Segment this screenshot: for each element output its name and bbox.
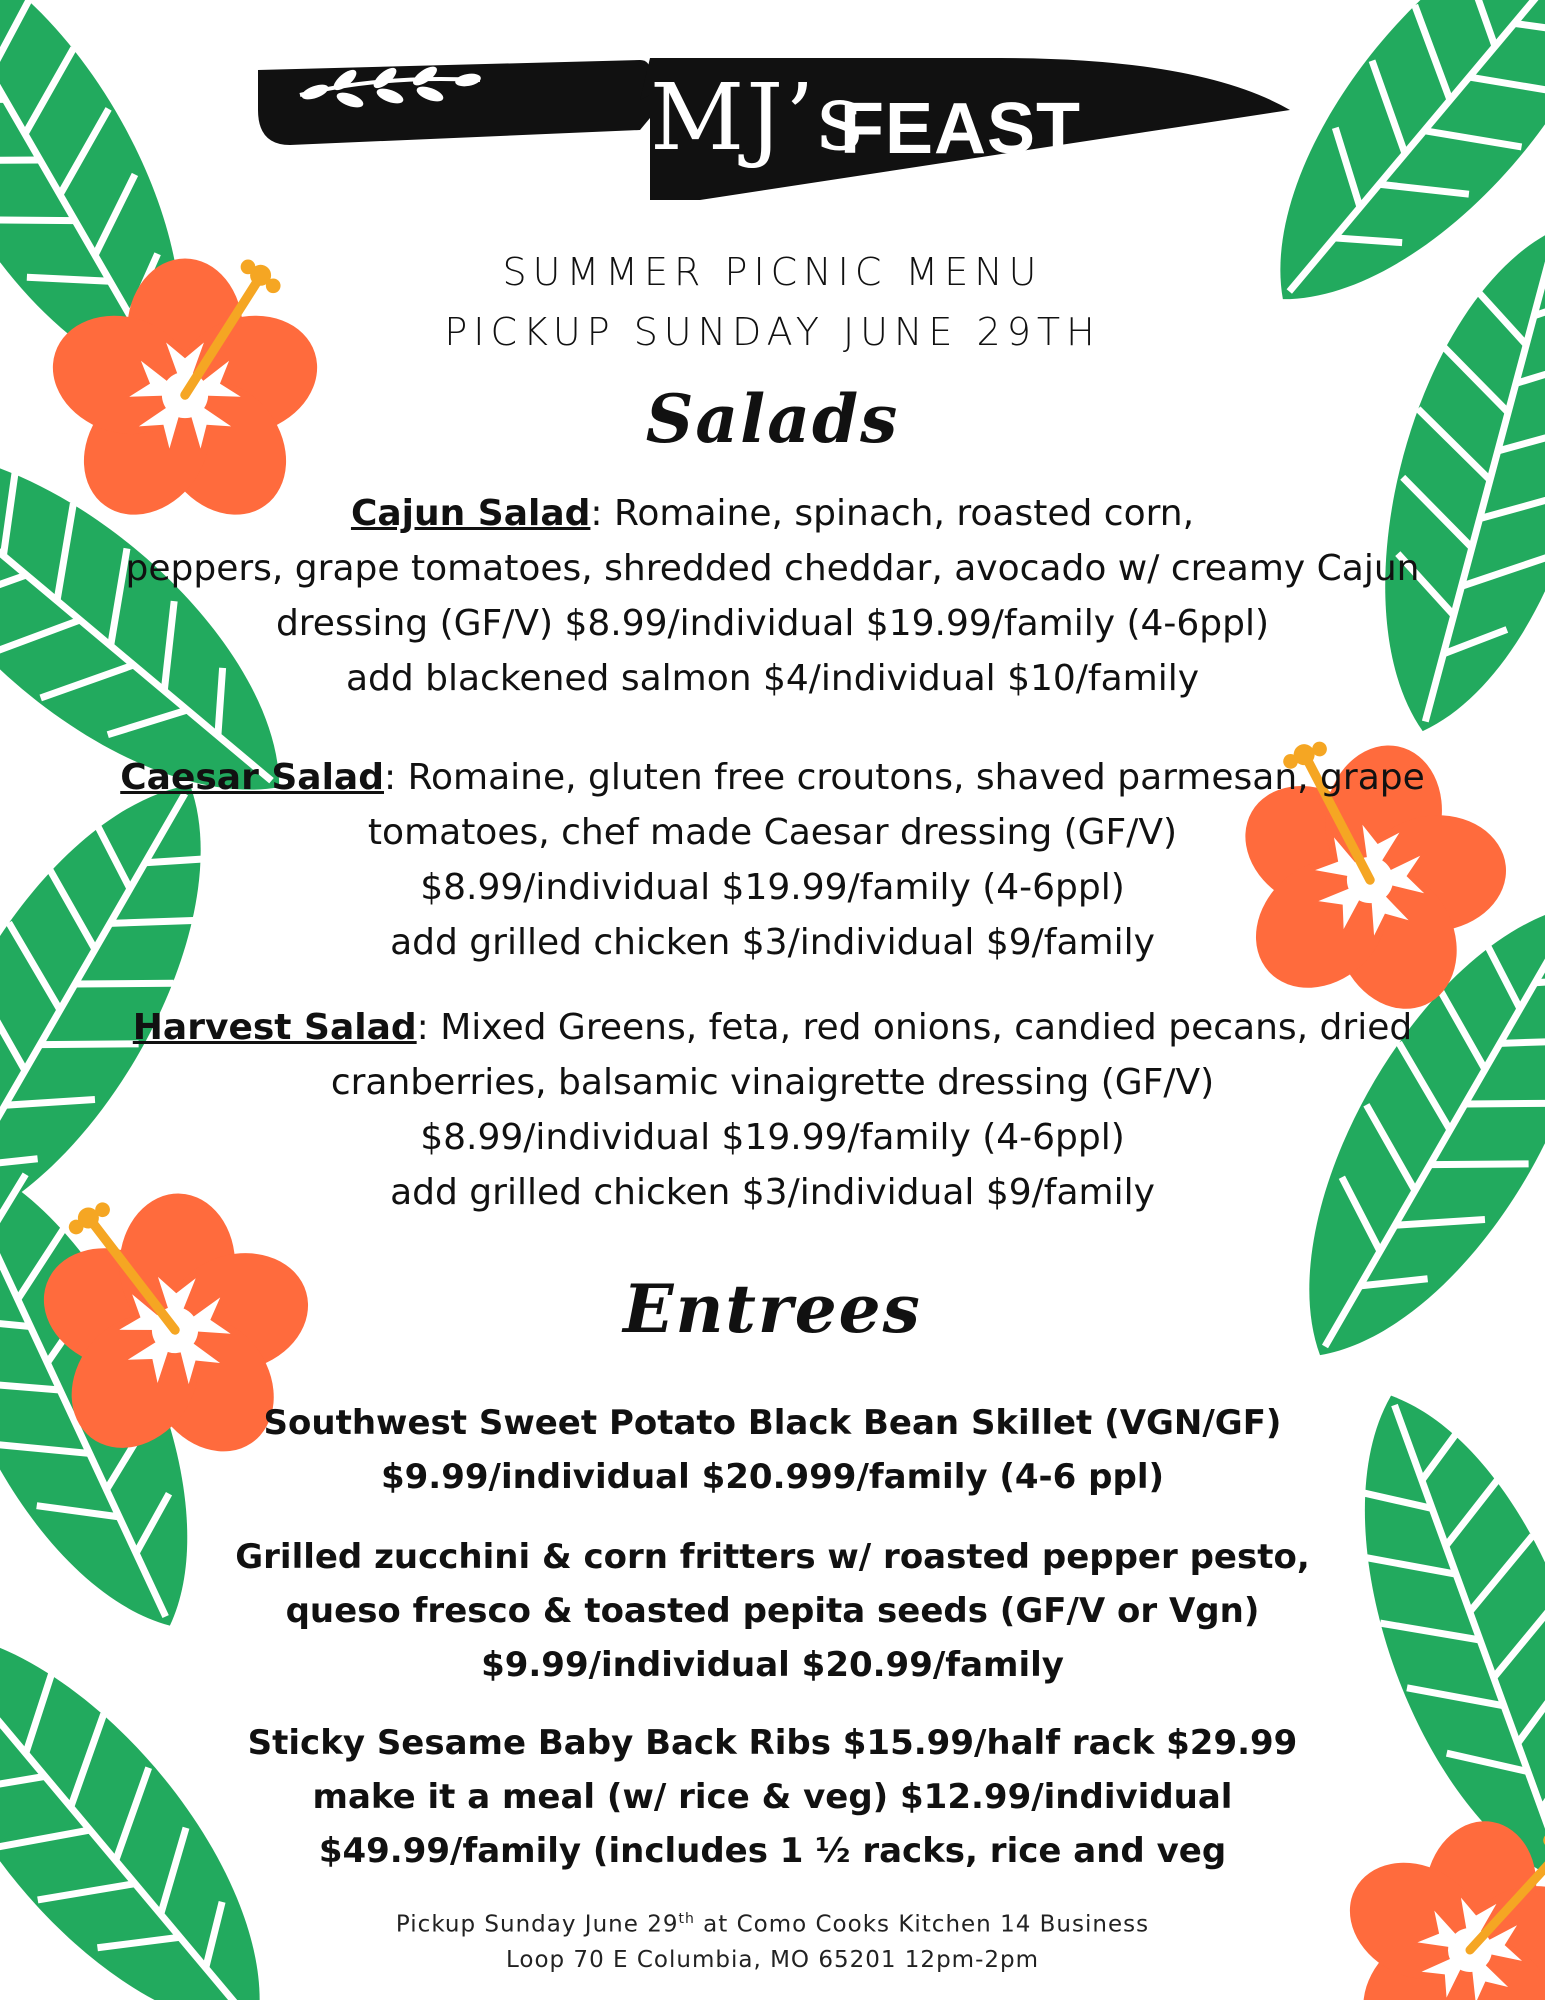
entree-fritters-line3: $9.99/individual $20.99/family (481, 1645, 1064, 1685)
cajun-salad-line4: add blackened salmon $4/individual $10/family (345, 658, 1200, 699)
caesar-salad-name: Caesar Salad (120, 757, 384, 798)
entree-fritters-line2: queso fresco & toasted pepita seeds (GF/V or Vgn) (285, 1591, 1260, 1631)
subtitle-line-1: SUMMER PICNIC MENU (502, 250, 1043, 294)
caesar-salad-line1: Caesar Salad: Romaine, gluten free croutons, shaved parmesan, grape (120, 757, 1425, 798)
harvest-salad-name: Harvest Salad (132, 1007, 417, 1048)
harvest-salad-line4: add grilled chicken $3/individual $9/family (390, 1172, 1155, 1213)
caesar-salad (0, 750, 1545, 970)
footer-line2: Loop 70 E Columbia, MO 65201 12pm-2pm (505, 1946, 1040, 1973)
entree-skillet (0, 1396, 1545, 1504)
harvest-salad-line1: Harvest Salad: Mixed Greens, feta, red onions, candied pecans, dried (132, 1007, 1413, 1048)
footer-line1: Pickup Sunday June 29th at Como Cooks Kitchen 14 Business (395, 1911, 1150, 1938)
caesar-salad-line2: tomatoes, chef made Caesar dressing (GF/V) (367, 812, 1178, 853)
cajun-salad-line1: Cajun Salad: Romaine, spinach, roasted corn, (350, 493, 1195, 534)
subtitle-line-2: PICKUP SUNDAY JUNE 29TH (444, 310, 1101, 354)
entree-fritters (0, 1530, 1545, 1692)
caesar-salad-line3: $8.99/individual $19.99/family (4-6ppl) (420, 867, 1125, 908)
cajun-salad (0, 486, 1545, 706)
entree-skillet-line1: Southwest Sweet Potato Black Bean Skillet (VGN/GF) (263, 1403, 1282, 1443)
harvest-salad-line3: $8.99/individual $19.99/family (4-6ppl) (420, 1117, 1125, 1158)
brand-feast: FEAST (840, 89, 1082, 169)
caesar-salad-line4: add grilled chicken $3/individual $9/family (390, 922, 1155, 963)
entree-fritters-line1: Grilled zucchini & corn fritters w/ roasted pepper pesto, (235, 1537, 1310, 1577)
entree-ribs (0, 1716, 1545, 1878)
harvest-salad-line2: cranberries, balsamic vinaigrette dressing (GF/V) (330, 1062, 1215, 1103)
brand-logo-text (650, 58, 1250, 178)
entree-ribs-line3: $49.99/family (includes 1 ½ racks, rice and veg (318, 1831, 1227, 1871)
cajun-salad-name: Cajun Salad (350, 493, 591, 534)
salads-heading: Salads (645, 380, 900, 458)
pickup-footer (0, 1902, 1545, 1978)
brand-mj: MJ’s (650, 64, 866, 171)
entrees-heading: Entrees (623, 1270, 922, 1348)
cajun-salad-line3: dressing (GF/V) $8.99/individual $19.99/family (4-6ppl) (275, 603, 1270, 644)
entree-skillet-line2: $9.99/individual $20.999/family (4-6 ppl) (380, 1457, 1165, 1497)
harvest-salad (0, 1000, 1545, 1220)
entree-ribs-line1: Sticky Sesame Baby Back Ribs $15.99/half rack $29.99 (247, 1723, 1298, 1763)
cajun-salad-line2: peppers, grape tomatoes, shredded cheddar, avocado w/ creamy Cajun (125, 548, 1420, 589)
entree-ribs-line2: make it a meal (w/ rice & veg) $12.99/individual (312, 1777, 1233, 1817)
